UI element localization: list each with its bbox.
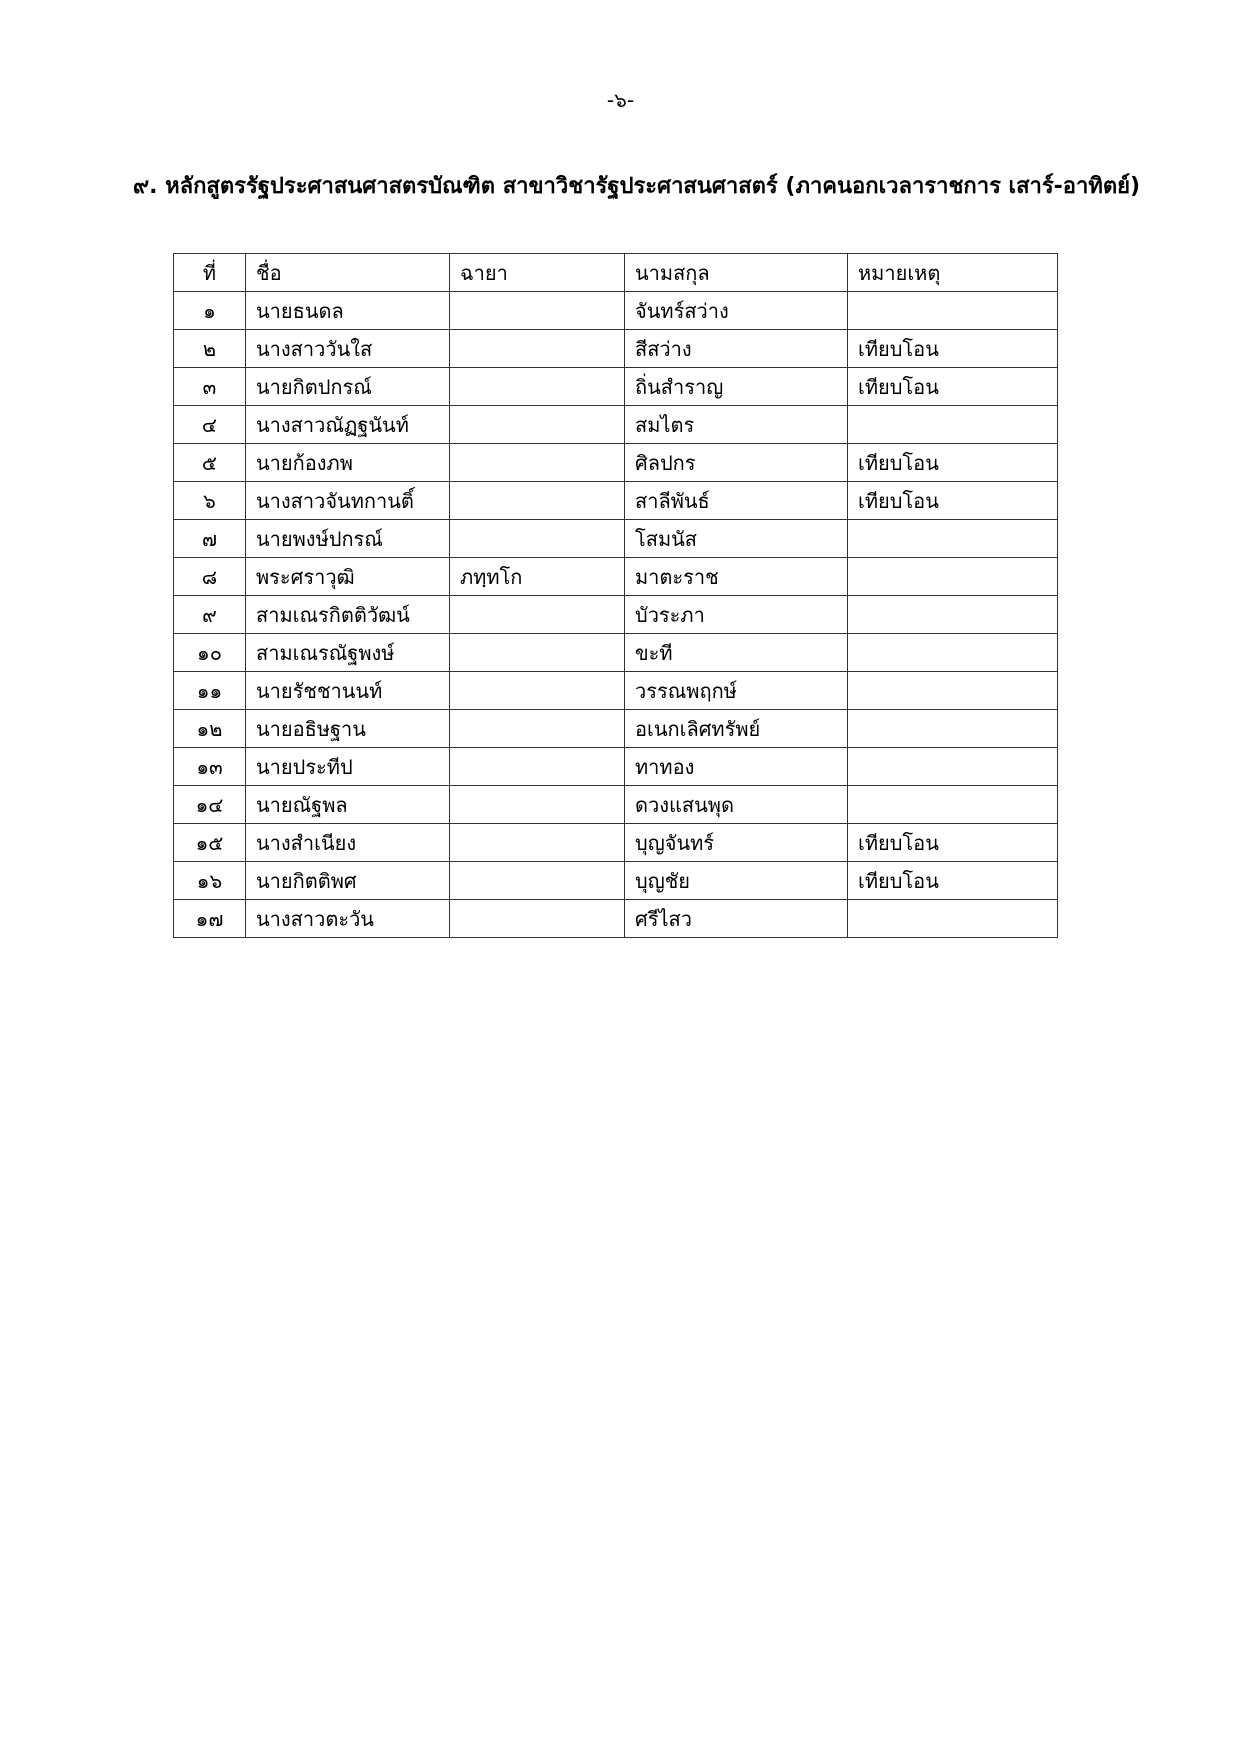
cell-no: ๓ — [174, 368, 246, 406]
cell-title — [450, 406, 625, 444]
cell-no: ๙ — [174, 596, 246, 634]
table-row — [174, 900, 1058, 938]
cell-name: นางสำเนียง — [246, 824, 450, 862]
table-row — [174, 634, 1058, 672]
cell-name: นางสาวณัฏฐนันท์ — [246, 406, 450, 444]
cell-title — [450, 330, 625, 368]
cell-no: ๑๑ — [174, 672, 246, 710]
cell-remark — [848, 900, 1058, 938]
cell-remark — [848, 634, 1058, 672]
cell-no: ๕ — [174, 444, 246, 482]
cell-name: นางสาวจันทกานติ์ — [246, 482, 450, 520]
cell-name: สามเณรกิตติวัฒน์ — [246, 596, 450, 634]
cell-no: ๑๓ — [174, 748, 246, 786]
cell-title — [450, 786, 625, 824]
table-row — [174, 330, 1058, 368]
cell-no: ๖ — [174, 482, 246, 520]
cell-title — [450, 482, 625, 520]
table-row — [174, 862, 1058, 900]
table-row — [174, 748, 1058, 786]
cell-surname: บัวระภา — [625, 596, 848, 634]
cell-surname: ศรีไสว — [625, 900, 848, 938]
page-number: -๖- — [606, 88, 635, 112]
cell-surname: บุญจันทร์ — [625, 824, 848, 862]
cell-surname: โสมนัส — [625, 520, 848, 558]
cell-surname: จันทร์สว่าง — [625, 292, 848, 330]
cell-surname: มาตะราช — [625, 558, 848, 596]
cell-remark: เทียบโอน — [848, 330, 1058, 368]
cell-remark: เทียบโอน — [848, 368, 1058, 406]
cell-surname: วรรณพฤกษ์ — [625, 672, 848, 710]
table-row — [174, 596, 1058, 634]
cell-surname: อเนกเลิศทรัพย์ — [625, 710, 848, 748]
cell-title — [450, 368, 625, 406]
cell-surname: ถิ่นสำราญ — [625, 368, 848, 406]
cell-title — [450, 292, 625, 330]
cell-name: นายก้องภพ — [246, 444, 450, 482]
cell-name: สามเณรณัฐพงษ์ — [246, 634, 450, 672]
header-no: ที่ — [174, 254, 246, 292]
cell-title — [450, 748, 625, 786]
cell-title — [450, 710, 625, 748]
table-row — [174, 444, 1058, 482]
section-heading: ๙. หลักสูตรรัฐประศาสนศาสตรบัณฑิต สาขาวิชารัฐประศาสนศาสตร์ (ภาคนอกเวลาราชการ เสาร์-อาทิตย์) — [133, 174, 1141, 199]
table-row — [174, 292, 1058, 330]
cell-remark — [848, 786, 1058, 824]
table-row — [174, 824, 1058, 862]
cell-title: ภทฺทโก — [450, 558, 625, 596]
header-name: ชื่อ — [246, 254, 450, 292]
cell-title — [450, 862, 625, 900]
cell-no: ๑๕ — [174, 824, 246, 862]
cell-surname: ขะที — [625, 634, 848, 672]
cell-title — [450, 444, 625, 482]
cell-title — [450, 672, 625, 710]
cell-name: นางสาวตะวัน — [246, 900, 450, 938]
cell-remark — [848, 596, 1058, 634]
cell-title — [450, 900, 625, 938]
cell-remark: เทียบโอน — [848, 444, 1058, 482]
table-row — [174, 406, 1058, 444]
cell-name: นายรัชชานนท์ — [246, 672, 450, 710]
table-row — [174, 520, 1058, 558]
student-table — [173, 253, 1058, 938]
cell-title — [450, 520, 625, 558]
cell-surname: สาลีพันธ์ — [625, 482, 848, 520]
cell-name: นายกิตติพศ — [246, 862, 450, 900]
cell-title — [450, 824, 625, 862]
cell-no: ๘ — [174, 558, 246, 596]
cell-name: นางสาววันใส — [246, 330, 450, 368]
header-title: ฉายา — [450, 254, 625, 292]
cell-name: นายอธิษฐาน — [246, 710, 450, 748]
cell-remark — [848, 748, 1058, 786]
cell-name: นายพงษ์ปกรณ์ — [246, 520, 450, 558]
cell-surname: ศิลปกร — [625, 444, 848, 482]
cell-remark: เทียบโอน — [848, 862, 1058, 900]
cell-remark: เทียบโอน — [848, 482, 1058, 520]
cell-remark — [848, 292, 1058, 330]
cell-no: ๑๒ — [174, 710, 246, 748]
cell-remark: เทียบโอน — [848, 824, 1058, 862]
cell-name: พระศราวุฒิ — [246, 558, 450, 596]
table-row — [174, 558, 1058, 596]
cell-remark — [848, 406, 1058, 444]
cell-surname: สมไตร — [625, 406, 848, 444]
cell-surname: ดวงแสนพุด — [625, 786, 848, 824]
cell-no: ๑ — [174, 292, 246, 330]
cell-no: ๗ — [174, 520, 246, 558]
cell-remark — [848, 710, 1058, 748]
header-remark: หมายเหตุ — [848, 254, 1058, 292]
table-row — [174, 482, 1058, 520]
cell-name: นายกิตปกรณ์ — [246, 368, 450, 406]
cell-title — [450, 596, 625, 634]
header-surname: นามสกุล — [625, 254, 848, 292]
cell-no: ๑๐ — [174, 634, 246, 672]
cell-surname: ทาทอง — [625, 748, 848, 786]
cell-surname: บุญชัย — [625, 862, 848, 900]
cell-no: ๑๔ — [174, 786, 246, 824]
cell-no: ๑๗ — [174, 900, 246, 938]
cell-no: ๒ — [174, 330, 246, 368]
table-body — [174, 292, 1058, 938]
cell-no: ๑๖ — [174, 862, 246, 900]
cell-title — [450, 634, 625, 672]
cell-surname: สีสว่าง — [625, 330, 848, 368]
cell-remark — [848, 558, 1058, 596]
cell-name: นายธนดล — [246, 292, 450, 330]
table-header-row — [174, 254, 1058, 292]
cell-remark — [848, 672, 1058, 710]
table-row — [174, 672, 1058, 710]
table-row — [174, 786, 1058, 824]
cell-name: นายณัฐพล — [246, 786, 450, 824]
table-row — [174, 710, 1058, 748]
table-row — [174, 368, 1058, 406]
cell-remark — [848, 520, 1058, 558]
cell-no: ๔ — [174, 406, 246, 444]
cell-name: นายประทีป — [246, 748, 450, 786]
